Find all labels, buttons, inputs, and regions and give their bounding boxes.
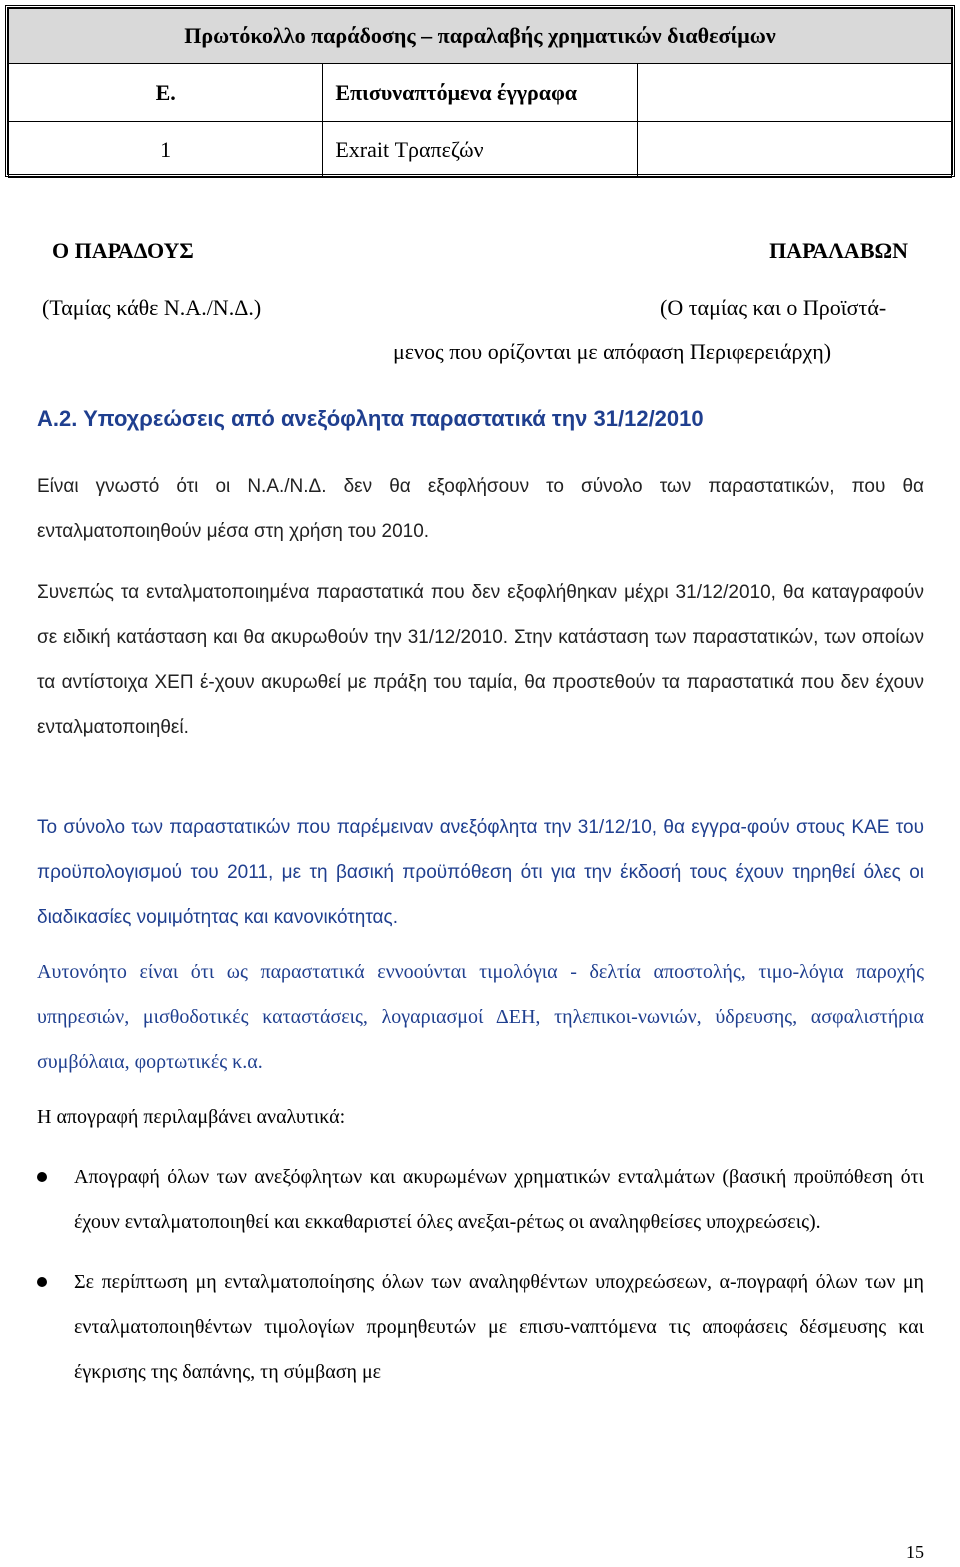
table-row bbox=[9, 64, 952, 122]
empty-cell bbox=[637, 122, 951, 178]
paragraph-3: Το σύνολο των παραστατικών που παρέμειναν ανεξόφλητα την 31/12/10, θα εγγρα-φούν στους ΚΑΕ του προϋπολογισμού του 2011, με τη βασική προϋπόθεση ότι για την έκδοσή τους έχουν τηρηθεί όλες οι διαδικασίες νομιμότητας και κανονικότητας. bbox=[37, 817, 924, 928]
bullet-text: Σε περίπτωση μη ενταλματοποίησης όλων των αναληφθέντων υποχρεώσεων, α-πογραφή όλων των μη ενταλματοποιηθέντων τιμολογίων προμηθευτών με επισυ-ναπτόμενα τις αποφάσεις δέσμευσης και έγκρισης της δαπάνης, τη σύμβαση με bbox=[74, 1271, 924, 1383]
table-title-row bbox=[9, 9, 952, 64]
deliverer-note: (Ταμίας κάθε Ν.Α./Ν.Δ.) bbox=[42, 295, 262, 320]
list-item bbox=[37, 1155, 924, 1245]
table-title: Πρωτόκολλο παράδοσης – παραλαβής χρηματικών διαθεσίμων bbox=[9, 9, 952, 64]
deliverer-label: Ο ΠΑΡΑΔΟΥΣ bbox=[52, 238, 194, 263]
protocol-table-grid bbox=[8, 8, 952, 178]
paragraph-5: Η απογραφή περιλαμβάνει αναλυτικά: bbox=[37, 1106, 346, 1128]
paragraph-4: Αυτονόητο είναι ότι ως παραστατικά εννοούνται τιμολόγια - δελτία αποστολής, τιμο-λόγια παροχής υπηρεσιών, μισθοδοτικές καταστάσεις, λογαριασμοί ΔΕΗ, τηλεπικοι-νωνιών, ύδρευσης, ασφαλιστήρια συμβόλαια, φορτωτικές κ.α. bbox=[37, 961, 924, 1073]
table-row bbox=[9, 122, 952, 178]
section-heading: Α.2. Υποχρεώσεις από ανεξόφλητα παραστατικά την 31/12/2010 bbox=[37, 406, 704, 431]
bullet-icon bbox=[37, 1277, 47, 1287]
section-letter: Ε. bbox=[9, 64, 323, 122]
bullet-list bbox=[37, 1155, 924, 1395]
paragraph-1: Είναι γνωστό ότι οι Ν.Α./Ν.Δ. δεν θα εξοφλήσουν το σύνολο των παραστατικών, που θα ενταλματοποιηθούν μέσα στη χρήση του 2010. bbox=[37, 476, 924, 542]
receiver-label: ΠΑΡΑΛΑΒΩΝ bbox=[769, 238, 908, 263]
receiver-note-line1: (Ο ταμίας και ο Προϊστά- bbox=[660, 295, 887, 320]
receiver-note-line2: μενος που ορίζονται με απόφαση Περιφερειάρχη) bbox=[393, 339, 832, 364]
paragraph-2: Συνεπώς τα ενταλματοποιημένα παραστατικά που δεν εξοφλήθηκαν μέχρι 31/12/2010, θα καταγραφούν σε ειδική κατάσταση και θα ακυρωθούν την 31/12/2010. Στην κατάσταση των παραστατικών, των οποίων τα αντίστοιχα ΧΕΠ έ-χουν ακυρωθεί με πράξη του ταμία, θα προστεθούν τα παραστατικά που δεν έχουν ενταλματοποιηθεί. bbox=[37, 582, 924, 738]
row-number: 1 bbox=[9, 122, 323, 178]
bullet-icon bbox=[37, 1172, 47, 1182]
page-number: 15 bbox=[906, 1542, 924, 1562]
protocol-table bbox=[5, 5, 955, 177]
row-text: Exrait Τραπεζών bbox=[323, 122, 637, 178]
section-title: Επισυναπτόμενα έγγραφα bbox=[323, 64, 637, 122]
bullet-text: Απογραφή όλων των ανεξόφλητων και ακυρωμένων χρηματικών ενταλμάτων (βασική προϋπόθεση ότι έχουν ενταλματοποιηθεί και εκκαθαριστεί όλες ανεξαι-ρέτως οι αναληφθείσες υποχρεώσεις). bbox=[74, 1166, 924, 1233]
empty-cell bbox=[637, 64, 951, 122]
list-item bbox=[37, 1260, 924, 1395]
